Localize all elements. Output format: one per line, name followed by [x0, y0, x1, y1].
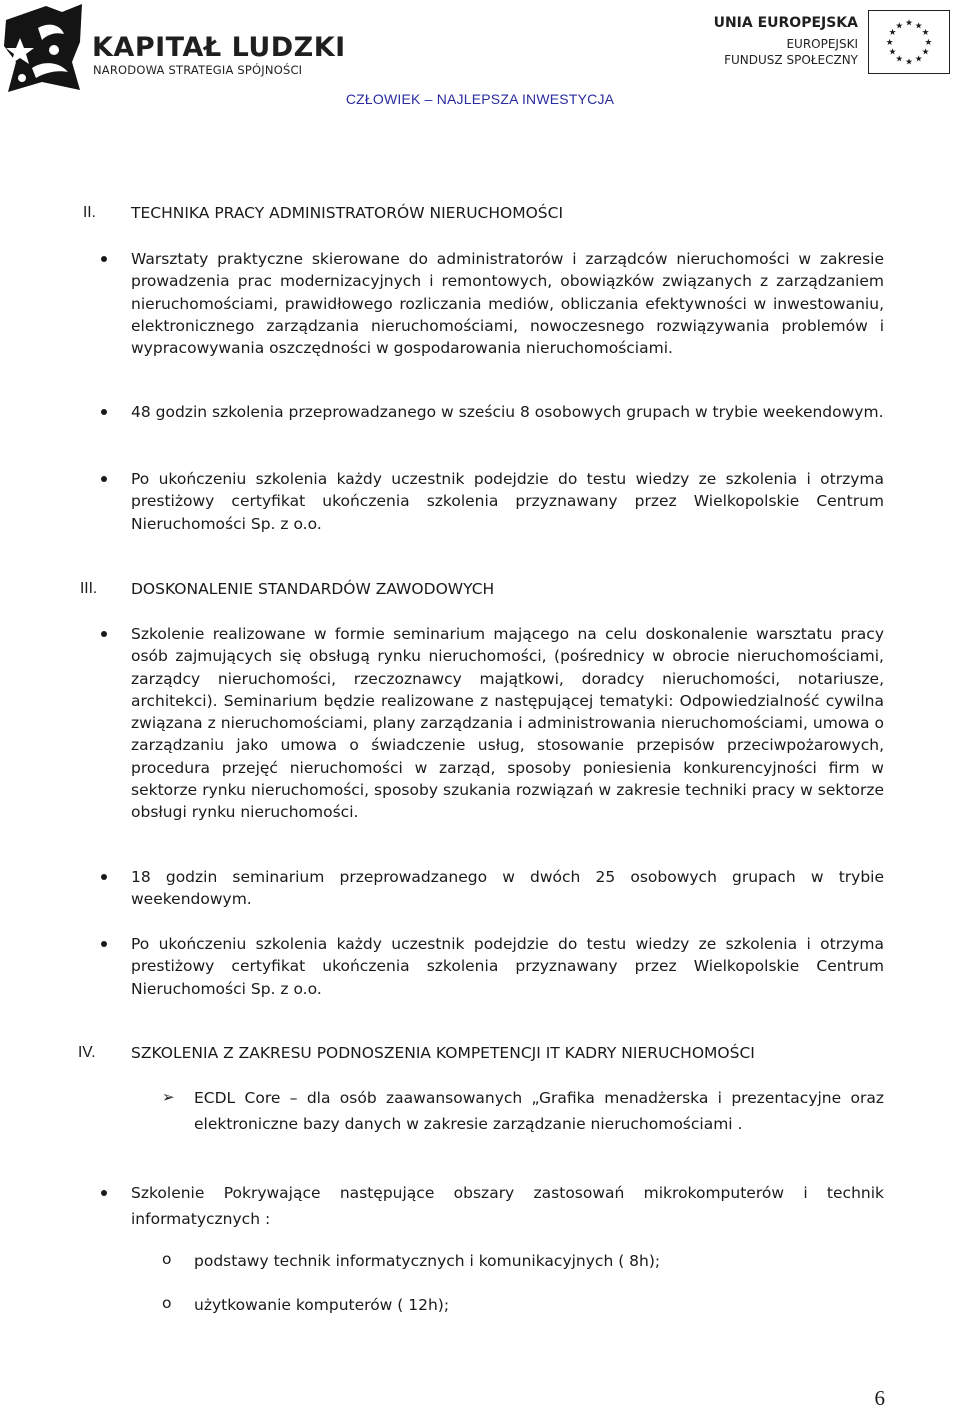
section-number: III. [80, 580, 98, 597]
svg-text:★: ★ [888, 47, 897, 58]
page-header [0, 0, 960, 120]
list-item: Po ukończeniu szkolenia każdy uczestnik podejdzie do testu wiedzy ze szkolenia i otrzyma prestiżowy certyfikat ukończenia szkolenia przyznawany przez Wielkopolskie Centrum Nieruchomości Sp. z o.o. [131, 935, 884, 998]
svg-text:★: ★ [905, 18, 913, 29]
list-item: Szkolenie realizowane w formie seminarium mającego na celu doskonalenie warsztatu pracy osób zajmujących się obsługą rynku nieruchomości, (pośrednicy w obrocie nieruchomościami, zarządcy nieruchomości, rzeczoznawcy majątkowi, doradcy nieruchomości, notariusze, architekci). Seminarium będzie realizowane z następującej tematyki: Odpowiedzialność cywilna związana z nieruchomościami, plany zarządzania i administrowania nieruchomościami, umowa o zarządzaniu jako umowa o świadczenie usług, stosowanie przepisów przeciwpożarowych, procedura przejęć nieruchomości w zarząd, sposoby poniesienia konkurencyjności firm w sektorze rynku nieruchomości, sposoby szukania rozwiązań w zakresie techniki pracy w sektorze obsługi rynku nieruchomości. [131, 625, 884, 822]
sub-list-item: podstawy technik informatycznych i komunikacyjnych ( 8h); [194, 1252, 661, 1270]
kapital-ludzki-logo-icon [2, 2, 84, 94]
bullet-icon [99, 939, 109, 949]
sub-list-item: użytkowanie komputerów ( 12h); [194, 1296, 450, 1314]
svg-text:★: ★ [895, 21, 904, 32]
list-item: Szkolenie Pokrywające następujące obszary zastosowań mikrokomputerów i technik informatycznych : [131, 1184, 884, 1228]
list-item: 18 godzin seminarium przeprowadzanego w dwóch 25 osobowych grupach w trybie weekendowym. [131, 868, 884, 909]
eu-line-2: EUROPEJSKI [786, 37, 858, 51]
svg-text:★: ★ [921, 47, 930, 58]
motto: CZŁOWIEK – NAJLEPSZA INWESTYCJA [345, 91, 615, 107]
page-number: 6 [874, 1386, 885, 1407]
svg-text:★: ★ [895, 54, 904, 65]
kapital-ludzki-subtitle: NARODOWA STRATEGIA SPÓJNOŚCI [93, 63, 303, 77]
eu-line-3: FUNDUSZ SPOŁECZNY [724, 53, 858, 67]
section-heading: SZKOLENIA Z ZAKRESU PODNOSZENIA KOMPETENCJI IT KADRY NIERUCHOMOŚCI [131, 1044, 755, 1062]
svg-text:★: ★ [885, 37, 894, 48]
arrow-bullet-icon: ➢ [162, 1088, 175, 1106]
bullet-icon [99, 407, 109, 417]
sub-bullet-marker: o [162, 1294, 172, 1312]
section-heading: TECHNIKA PRACY ADMINISTRATORÓW NIERUCHOMOŚCI [131, 204, 564, 222]
bullet-icon [99, 474, 109, 484]
list-item: Warsztaty praktyczne skierowane do administratorów i zarządców nieruchomości w zakresie prowadzenia prac modernizacyjnych i remontowych, obowiązków związanych z zarządzaniem nieruchomościami, prawidłowego rozliczania mediów, obliczania efektywności w inwestowaniu, elektronicznego zarządzania nieruchomościami, nowoczesnego rozwiązywania problemów i wypracowywania oszczędności w gospodarowania nieruchomościami. [131, 250, 884, 358]
list-item: 48 godzin szkolenia przeprowadzanego w sześciu 8 osobowych grupach w trybie weekendowym. [131, 403, 884, 421]
svg-text:★: ★ [914, 21, 923, 32]
svg-text:★: ★ [914, 54, 923, 65]
svg-text:★: ★ [905, 57, 913, 68]
bullet-icon [99, 629, 109, 639]
sub-bullet-marker: o [162, 1250, 172, 1268]
svg-text:★: ★ [921, 28, 930, 39]
svg-text:★: ★ [924, 37, 933, 48]
list-item: ECDL Core – dla osób zaawansowanych „Grafika menadżerska i prezentacyjne oraz elektroniczne bazy danych w zakresie zarządzanie nieruchomościami . [194, 1089, 884, 1133]
kapital-ludzki-title: KAPITAŁ LUDZKI [92, 32, 346, 63]
bullet-icon [99, 872, 109, 882]
section-number: IV. [78, 1044, 96, 1061]
list-item: Po ukończeniu szkolenia każdy uczestnik podejdzie do testu wiedzy ze szkolenia i otrzyma prestiżowy certyfikat ukończenia szkolenia przyznawany przez Wielkopolskie Centrum Nieruchomości Sp. z o.o. [131, 470, 884, 533]
eu-flag-icon [868, 10, 950, 74]
eu-logo-block [713, 10, 950, 76]
section-heading: DOSKONALENIE STANDARDÓW ZAWODOWYCH [131, 580, 495, 598]
bullet-icon [99, 254, 109, 264]
bullet-icon [99, 1188, 109, 1198]
svg-text:★: ★ [888, 28, 897, 39]
eu-title: UNIA EUROPEJSKA [713, 15, 858, 31]
section-number: II. [83, 204, 96, 221]
